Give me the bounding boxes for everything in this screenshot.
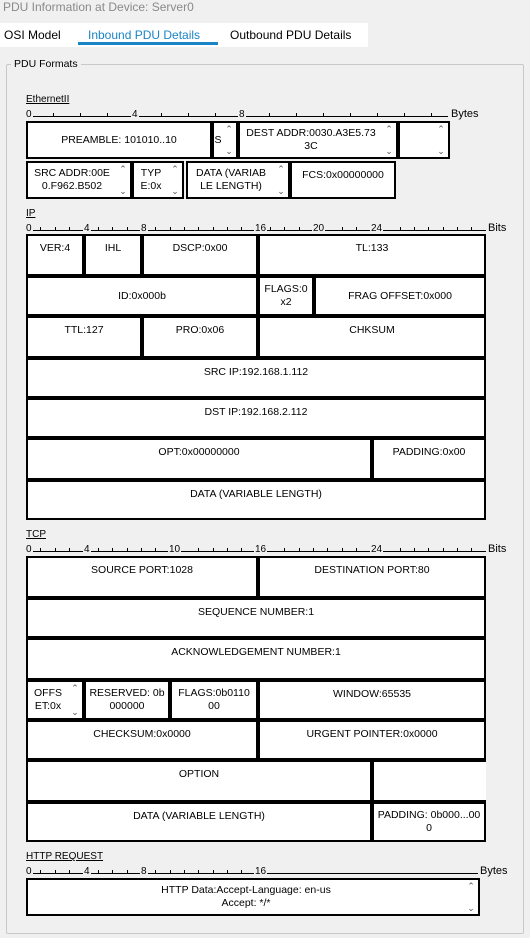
ip-padding-field: PADDING:0x00: [372, 438, 486, 480]
ruler-tick: [284, 548, 285, 552]
ruler-tick: [40, 870, 41, 874]
ip-data-field: DATA (VARIABLE LENGTH): [26, 480, 486, 520]
dest-addr-cont-scroll[interactable]: [434, 123, 448, 157]
http-unit: Bytes: [480, 865, 508, 877]
ruler-tick: [198, 548, 199, 552]
ruler-tick: [184, 227, 185, 231]
ruler-tick: [198, 870, 199, 874]
ruler-label: 16: [255, 544, 267, 555]
ruler-tick: [350, 113, 351, 117]
eth-data-scroll[interactable]: [274, 163, 288, 197]
ruler-tick: [112, 870, 113, 874]
ruler-tick: [342, 548, 343, 552]
ruler-tick: [40, 227, 41, 231]
ruler-label: 20: [313, 223, 325, 234]
ruler-tick: [269, 113, 270, 117]
type-scroll[interactable]: [168, 163, 182, 197]
tcp-section-label: TCP: [26, 529, 46, 540]
ruler-tick: [213, 548, 214, 552]
chevron-down-icon[interactable]: ⌄: [71, 707, 79, 717]
tcp-padding-field: PADDING: 0b000...00 0: [372, 802, 486, 842]
ruler-tick: [55, 870, 56, 874]
ruler-tick: [342, 227, 343, 231]
ruler-label: 0: [26, 223, 32, 234]
preamble-field: PREAMBLE: 101010..10: [26, 121, 212, 159]
ruler-tick: [55, 548, 56, 552]
active-tab-indicator: [78, 42, 218, 45]
fcs-field: FCS:0x00000000: [290, 161, 396, 199]
http-data-line1: HTTP Data:Accept-Language: en-us: [161, 884, 331, 896]
ruler-label: 4: [84, 544, 90, 555]
chevron-down-icon[interactable]: ⌄: [437, 146, 445, 156]
ruler-tick: [80, 113, 81, 117]
pdu-formats-label: PDU Formats: [11, 58, 81, 70]
ruler-label: 16: [255, 223, 267, 234]
ruler-tick: [213, 870, 214, 874]
ethernet-section-label: EthernetII: [26, 94, 70, 105]
ruler-label: 8: [141, 866, 147, 877]
ip-dscp-field: DSCP:0x00: [142, 234, 258, 276]
ruler-tick: [107, 113, 108, 117]
ip-ihl-field: IHL: [84, 234, 142, 276]
tcp-offset-value: OFFS ET:0x: [34, 687, 62, 712]
dest-addr-cont-field[interactable]: [398, 121, 450, 159]
ip-ttl-field: TTL:127: [26, 316, 142, 358]
ethernet-ruler: [26, 116, 448, 117]
tcp-option-padding-blank: [372, 760, 486, 802]
ruler-tick: [400, 548, 401, 552]
ruler-tick: [404, 113, 405, 117]
ruler-label: 0: [26, 866, 32, 877]
chevron-down-icon[interactable]: ⌄: [225, 146, 233, 156]
tab-inbound-label: Inbound PDU Details: [88, 28, 201, 42]
ruler-label: 0: [26, 544, 32, 555]
ruler-tick: [356, 548, 357, 552]
ruler-tick: [98, 548, 99, 552]
ruler-label: 4: [132, 109, 138, 120]
http-data-scroll[interactable]: [464, 880, 478, 914]
ruler-label: 0: [26, 109, 32, 120]
http-data-value: [28, 880, 464, 914]
tcp-destination-port-field: DESTINATION PORT:80: [258, 556, 486, 598]
ruler-tick: [69, 870, 70, 874]
chevron-up-icon[interactable]: ⌃: [277, 164, 285, 174]
ruler-label: 24: [371, 544, 383, 555]
ruler-tick: [98, 870, 99, 874]
type-value: TYP E:0x: [140, 167, 162, 192]
tab-outbound-label: Outbound PDU Details: [230, 28, 352, 42]
ruler-tick: [170, 227, 171, 231]
ruler-label: 4: [84, 223, 90, 234]
ruler-tick: [471, 227, 472, 231]
ruler-tick: [414, 548, 415, 552]
tcp-option-field: OPTION: [26, 760, 372, 802]
ruler-tick: [170, 870, 171, 874]
type-field[interactable]: [132, 161, 184, 199]
ruler-tick: [428, 548, 429, 552]
http-ruler: [26, 873, 478, 874]
ruler-tick: [161, 113, 162, 117]
ruler-tick: [241, 870, 242, 874]
eth-data-field[interactable]: [186, 161, 290, 199]
ruler-tick: [428, 227, 429, 231]
ruler-tick: [141, 548, 142, 552]
tcp-reserved-field: RESERVED: 0b 000000: [84, 680, 170, 720]
chevron-up-icon[interactable]: ⌃: [225, 124, 233, 134]
ruler-tick: [127, 870, 128, 874]
ruler-tick: [227, 548, 228, 552]
ruler-tick: [215, 113, 216, 117]
ruler-tick: [414, 227, 415, 231]
chevron-down-icon[interactable]: ⌄: [385, 146, 393, 156]
tcp-unit: Bits: [488, 543, 507, 555]
tab-strip-right-bg: [370, 23, 530, 47]
tab-osi-model-label: OSI Model: [4, 28, 61, 42]
ruler-tick: [127, 227, 128, 231]
ethernet-unit: Bytes: [451, 108, 479, 120]
ruler-tick: [40, 548, 41, 552]
ruler-tick: [471, 548, 472, 552]
ruler-tick: [356, 227, 357, 231]
ruler-tick: [323, 113, 324, 117]
ruler-tick: [127, 548, 128, 552]
ruler-tick: [155, 870, 156, 874]
dest-addr-scroll[interactable]: [382, 123, 396, 157]
tcp-flags-field: FLAGS:0b0110 00: [170, 680, 258, 720]
http-section-label: HTTP REQUEST: [26, 851, 104, 862]
ruler-label: 10: [169, 544, 181, 555]
ruler-tick: [313, 548, 314, 552]
src-addr-scroll[interactable]: [116, 163, 130, 197]
ruler-tick: [457, 227, 458, 231]
tcp-sequence-number-field: SEQUENCE NUMBER:1: [26, 598, 486, 638]
ip-section-label: IP: [26, 208, 36, 219]
sfd-scroll[interactable]: [222, 123, 236, 157]
eth-data-value: DATA (VARIAB LE LENGTH): [195, 167, 266, 192]
tcp-source-port-field: SOURCE PORT:1028: [26, 556, 258, 598]
chevron-up-icon[interactable]: ⌃: [171, 164, 179, 174]
tcp-offset-field[interactable]: [26, 680, 84, 720]
ruler-tick: [299, 548, 300, 552]
ruler-tick: [53, 113, 54, 117]
window-title: PDU Information at Device: Server0: [3, 0, 194, 14]
ruler-tick: [184, 870, 185, 874]
src-addr-field[interactable]: [26, 161, 132, 199]
chevron-down-icon[interactable]: ⌄: [171, 186, 179, 196]
ruler-tick: [296, 113, 297, 117]
tcp-offset-scroll[interactable]: [68, 682, 82, 718]
ruler-tick: [443, 548, 444, 552]
ruler-tick: [69, 227, 70, 231]
tcp-data-field: DATA (VARIABLE LENGTH): [26, 802, 372, 842]
chevron-up-icon[interactable]: ⌃: [119, 164, 127, 174]
ruler-tick: [457, 548, 458, 552]
ruler-tick: [198, 227, 199, 231]
ip-dst-ip-field: DST IP:192.168.2.112: [26, 398, 486, 438]
chevron-up-icon[interactable]: ⌃: [71, 683, 79, 693]
ruler-tick: [227, 870, 228, 874]
chevron-down-icon[interactable]: ⌄: [277, 186, 285, 196]
ip-ver-field: VER:4: [26, 234, 84, 276]
ip-flags-field: FLAGS:0 x2: [258, 276, 314, 316]
ip-frag-offset-field: FRAG OFFSET:0x000: [314, 276, 486, 316]
chevron-up-icon[interactable]: ⌃: [437, 124, 445, 134]
ip-chksum-field: CHKSUM: [258, 316, 486, 358]
sfd-field[interactable]: [212, 121, 238, 159]
ruler-label: 8: [141, 223, 147, 234]
ip-id-field: ID:0x000b: [26, 276, 258, 316]
chevron-up-icon[interactable]: ⌃: [385, 124, 393, 134]
ruler-label: 4: [84, 866, 90, 877]
dest-addr-cont-value: [400, 123, 434, 157]
ruler-tick: [270, 227, 271, 231]
ruler-tick: [431, 113, 432, 117]
ruler-tick: [112, 227, 113, 231]
ruler-label: 24: [371, 223, 383, 234]
tcp-window-field: WINDOW:65535: [258, 680, 486, 720]
tcp-checksum-field: CHECKSUM:0x0000: [26, 720, 258, 760]
ruler-tick: [112, 548, 113, 552]
tab-outbound-pdu-details[interactable]: [220, 23, 368, 47]
dest-addr-field[interactable]: [238, 121, 398, 159]
ip-tl-field: TL:133: [258, 234, 486, 276]
tab-osi-model[interactable]: [0, 23, 74, 47]
dest-addr-value: DEST ADDR:0030.A3E5.73 3C: [246, 127, 376, 152]
chevron-down-icon[interactable]: ⌄: [119, 186, 127, 196]
src-addr-value: SRC ADDR:00E 0.F962.B502: [34, 167, 110, 192]
ruler-tick: [69, 548, 70, 552]
ruler-label: 16: [255, 866, 267, 877]
ruler-tick: [155, 548, 156, 552]
ruler-tick: [241, 548, 242, 552]
ruler-tick: [443, 227, 444, 231]
ruler-tick: [327, 548, 328, 552]
ruler-tick: [55, 227, 56, 231]
ruler-tick: [299, 227, 300, 231]
tcp-ack-number-field: ACKNOWLEDGEMENT NUMBER:1: [26, 638, 486, 680]
ruler-label: 8: [239, 109, 245, 120]
tcp-urgent-pointer-field: URGENT POINTER:0x0000: [258, 720, 486, 760]
ruler-tick: [227, 227, 228, 231]
ruler-tick: [213, 227, 214, 231]
ruler-tick: [241, 227, 242, 231]
http-data-line2: Accept: */*: [221, 897, 271, 909]
ruler-tick: [188, 113, 189, 117]
ruler-tick: [155, 227, 156, 231]
ip-pro-field: PRO:0x06: [142, 316, 258, 358]
ruler-tick: [400, 227, 401, 231]
ruler-tick: [98, 227, 99, 231]
sfd-value: S: [214, 133, 222, 146]
ruler-tick: [377, 113, 378, 117]
chevron-down-icon[interactable]: ⌄: [467, 903, 475, 913]
chevron-up-icon[interactable]: ⌃: [467, 881, 475, 891]
ip-unit: Bits: [488, 222, 507, 234]
ip-src-ip-field: SRC IP:192.168.1.112: [26, 358, 486, 398]
ip-opt-field: OPT:0x00000000: [26, 438, 372, 480]
ruler-tick: [284, 227, 285, 231]
http-data-field[interactable]: [26, 878, 480, 916]
